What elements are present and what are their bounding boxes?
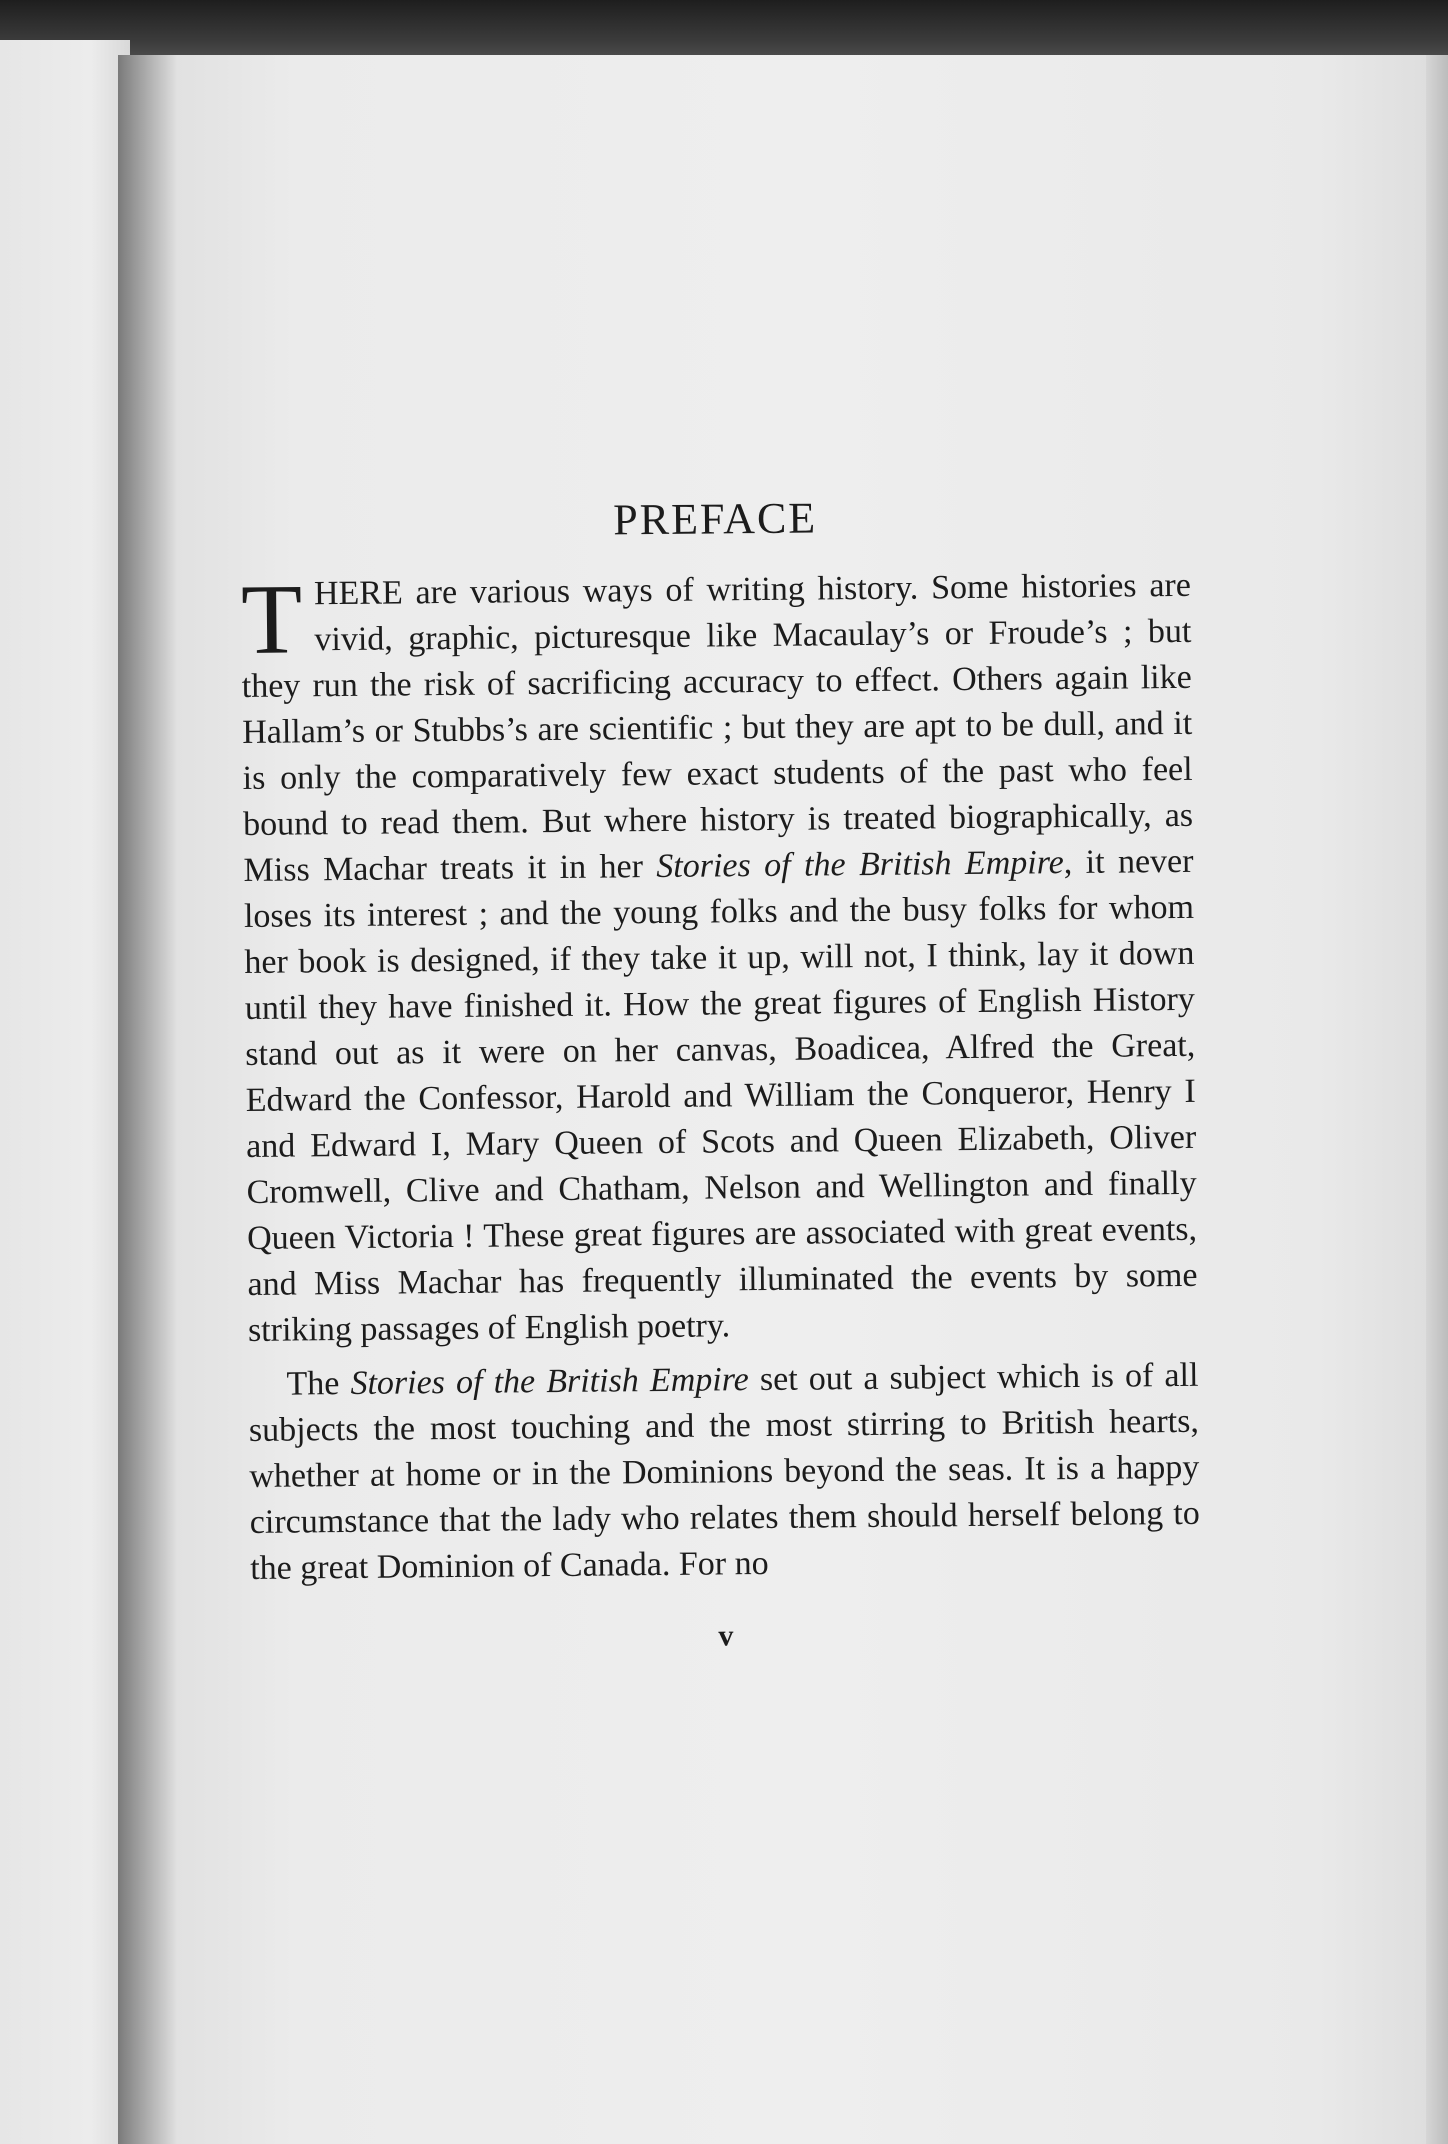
paragraph-2-text-a: The xyxy=(286,1365,351,1403)
page-number: v xyxy=(718,1619,734,1653)
paragraph-2 xyxy=(248,1353,1200,1592)
page-right-edge xyxy=(1426,55,1448,2144)
book-gutter xyxy=(118,55,178,2144)
paragraph-2-text-b: set out a subject which is of all subjects the most touching and the most stirring to British hearts, whether at home or in the Dominions beyond the seas. It is a happy circumstance that the lady who relates them should herself belong to the great Dominion of Canada. For no xyxy=(248,1357,1200,1588)
facing-page-edge xyxy=(0,40,130,2144)
drop-cap: T xyxy=(240,563,303,676)
page-title: PREFACE xyxy=(613,493,818,545)
book-title-italic: Stories of the British Empire xyxy=(350,1361,749,1403)
book-title-italic: Stories of the British Empire xyxy=(656,844,1064,886)
page-content xyxy=(240,491,1201,1658)
paragraph-1-text-b: , it never loses its interest ; and the young folks and the busy folks for whom her book is designed, if they take it up, will not, I think, lay it down until they have finished it. How the great figures of English History stand out as it were on her canvas, Boadicea, Alfred the Great, Edward the Confessor, Harold and William the Conqueror, Henry I and Edward I, Mary Queen of Scots and Queen Elizabeth, Oliver Cromwell, Clive and Chatham, Nelson and Wellington and finally Queen Victoria ! These great figures are associated with great events, and Miss Machar has frequently illuminated the events by some striking passages of English poetry. xyxy=(243,843,1198,1350)
paragraph-1 xyxy=(241,563,1198,1354)
paragraph-1-text-a: HERE are various ways of writing history. Some histories are vivid, graphic, picturesque like Macaulay’s or Froude’s ; but they run the risk of sacrificing accuracy to effect. Others again like Hallam’s or Stubbs’s are scientific ; but they are apt to be dull, and it is only the comparatively few exact students of the past who feel bound to read them. But where history is treated biographically, as Miss Machar treats it in her xyxy=(241,567,1194,890)
